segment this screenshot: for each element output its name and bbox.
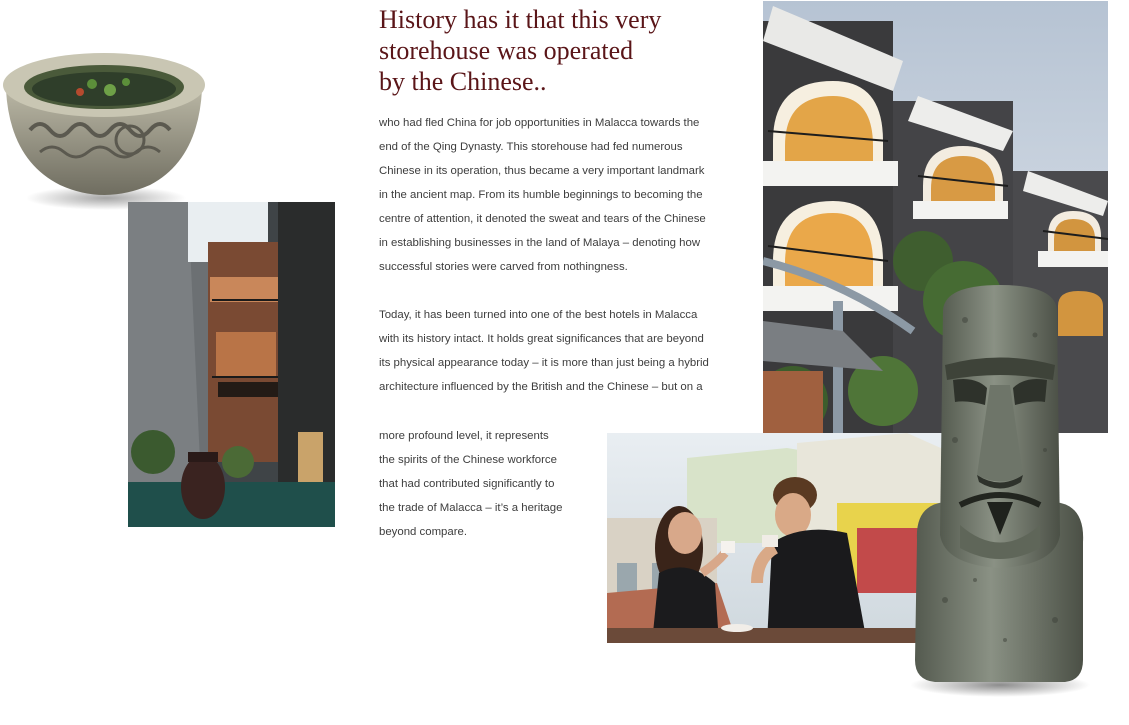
paragraph-line: with its history intact. It holds great significances that are beyond [379,333,704,345]
paragraph-line: beyond compare. [379,526,468,538]
headline-line: History has it that this very [379,5,662,34]
stone-bowl-image [0,40,208,215]
paragraph-line: more profound level, it represents [379,430,549,442]
paragraph-line: Chinese in its operation, thus became a very important landmark [379,165,705,177]
paragraph-line: that had contributed significantly to [379,478,555,490]
paragraph-line: end of the Qing Dynasty. This storehouse had fed numerous [379,141,683,153]
paragraph-line: in the ancient map. From its humble beginnings to becoming the [379,189,703,201]
paragraph-line: successful stories were carved from nothingness. [379,261,628,273]
paragraph-line: its physical appearance today – it is more than just being a hybrid [379,357,709,369]
history-paragraph [379,111,749,279]
paragraph-line: the spirits of the Chinese workforce [379,454,557,466]
today-paragraph [379,303,749,399]
paragraph-line: the trade of Malacca – it’s a heritage [379,502,563,514]
paragraph-line: in establishing businesses in the land of Malaya – denoting how [379,237,701,249]
moai-statue-image [905,280,1095,700]
headline-line: storehouse was operated [379,36,634,65]
paragraph-line: Today, it has been turned into one of the best hotels in Malacca [379,309,698,321]
paragraph-line: centre of attention, it denoted the sweat and tears of the Chinese [379,213,706,225]
hotel-atrium-image [128,202,335,527]
paragraph-line: who had fled China for job opportunities in Malacca towards the [379,117,700,129]
paragraph-line: architecture influenced by the British and the Chinese – but on a [379,381,703,393]
couple-coffee-image [607,433,952,643]
section-headline [379,4,739,97]
headline-line: by the Chinese.. [379,67,547,96]
